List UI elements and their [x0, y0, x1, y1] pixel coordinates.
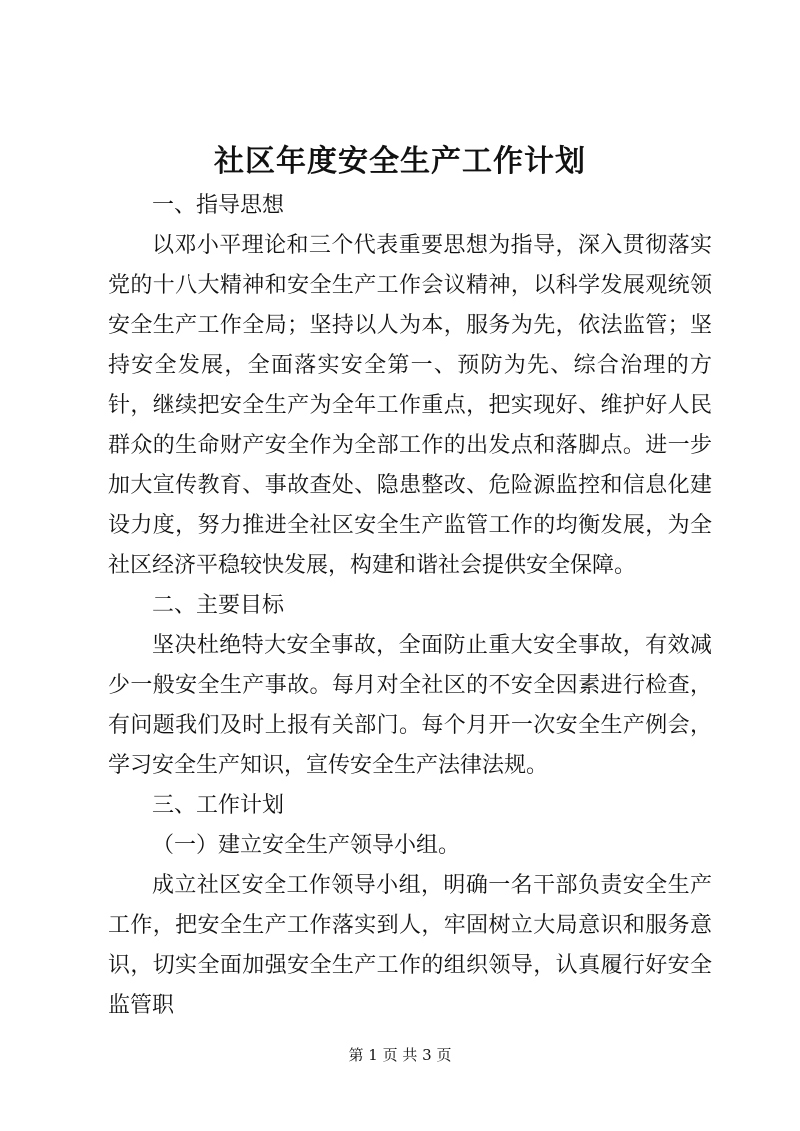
paragraph-leadership-group: 成立社区安全工作领导小组，明确一名干部负责安全生产工作，把安全生产工作落实到人，牢固树立大局意识和服务意识，切实全面加强安全生产工作的组织领导，认真履行好安全监管职 [108, 873, 712, 1018]
section-heading-guiding-ideology: 一、指导思想 [152, 193, 285, 218]
document-title: 社区年度安全生产工作计划 [214, 144, 586, 179]
subsection-heading-leadership-group: （一）建立安全生产领导小组。 [152, 833, 461, 858]
page-footer: 第 1 页 共 3 页 [348, 1046, 452, 1064]
paragraph-main-goals: 坚决杜绝特大安全事故，全面防止重大安全事故，有效减少一般安全生产事故。每月对全社区的不安全因素进行检查，有问题我们及时上报有关部门。每个月开一次安全生产例会，学习安全生产知识，宣传安全生产法律法规。 [108, 633, 712, 778]
section-heading-main-goals: 二、主要目标 [152, 593, 285, 618]
document-body [108, 186, 712, 1026]
section-heading-work-plan: 三、工作计划 [152, 793, 285, 818]
paragraph-guiding-ideology: 以邓小平理论和三个代表重要思想为指导，深入贯彻落实党的十八大精神和安全生产工作会议精神，以科学发展观统领安全生产工作全局；坚持以人为本，服务为先，依法监管；坚持安全发展，全面落实安全第一、预防为先、综合治理的方针，继续把安全生产为全年工作重点，把实现好、维护好人民群众的生命财产安全作为全部工作的出发点和落脚点。进一步加大宣传教育、事故查处、隐患整改、危险源监控和信息化建设力度，努力推进全社区安全生产监管工作的均衡发展，为全社区经济平稳较快发展，构建和谐社会提供安全保障。 [108, 233, 712, 578]
